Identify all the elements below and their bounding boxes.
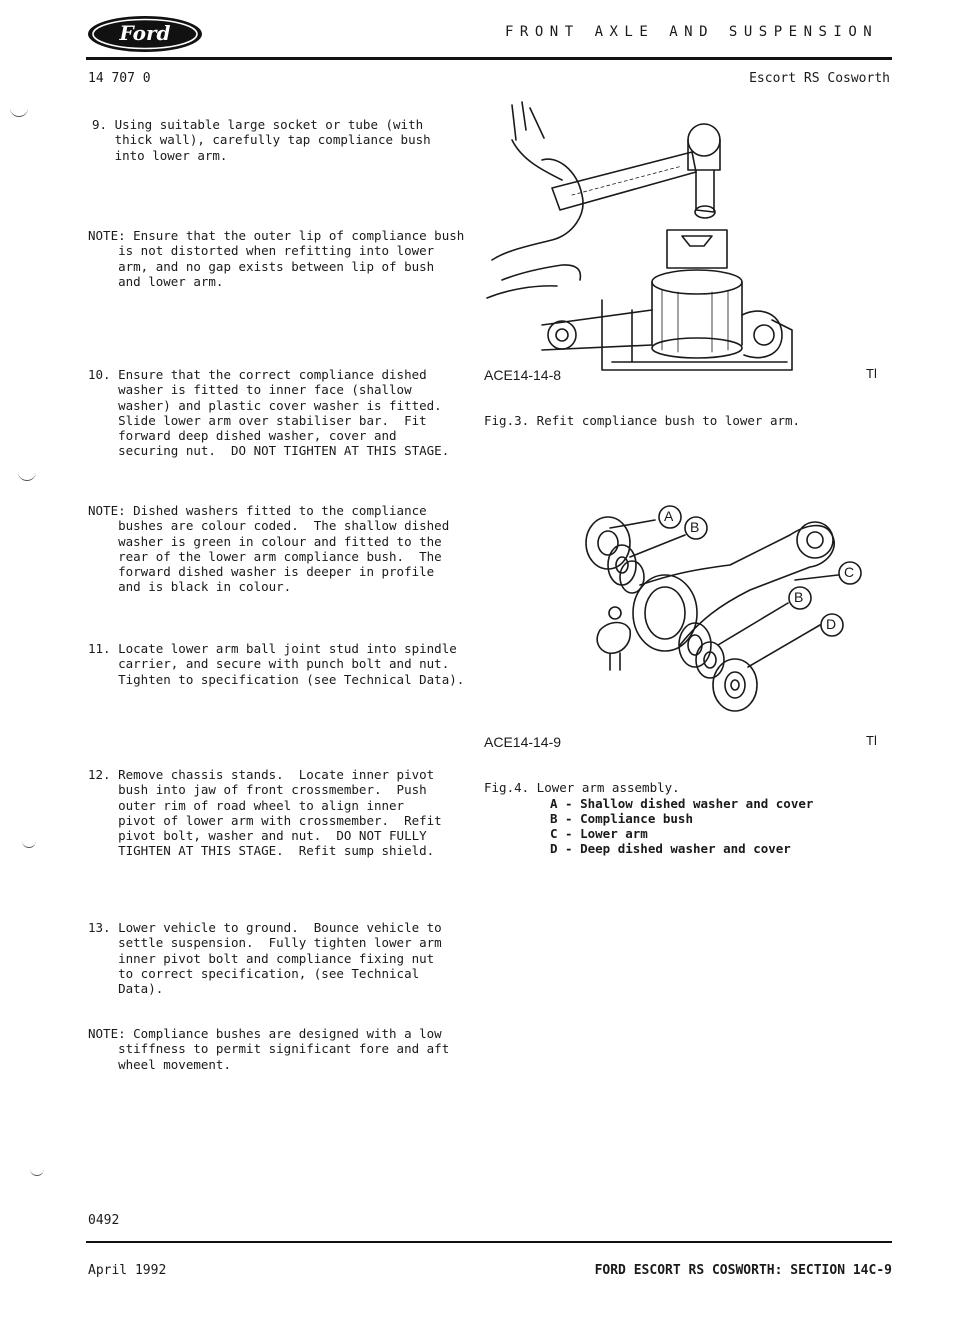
figure-3-ref: ACE14-14-8	[484, 367, 562, 383]
figure-4-legend-b: B - Compliance bush	[550, 811, 693, 826]
figure-3-tag: Tl	[866, 366, 877, 381]
callout-b-2: B	[794, 589, 804, 605]
page-code: 14 707 0	[88, 71, 151, 86]
step-11: 11. Locate lower arm ball joint stud into spindle carrier, and secure with punch bolt and nut. Tighten to specification (see Technical Data).	[88, 641, 465, 687]
figure-3-illustration	[482, 100, 802, 385]
header-rule	[86, 57, 892, 60]
margin-mark	[18, 470, 36, 481]
figure-4-legend-c: C - Lower arm	[550, 826, 648, 841]
figure-4-ref: ACE14-14-9	[484, 734, 562, 750]
figure-3-caption: Fig.3. Refit compliance bush to lower arm.	[484, 413, 801, 428]
hammer-socket-icon	[482, 100, 802, 385]
step-12: 12. Remove chassis stands. Locate inner pivot bush into jaw of front crossmember. Push outer rim of road wheel to align inner pivot of lower arm with crossmember. Refit pivot bolt, washer and nut. DO NOT FULLY TIGHTEN AT THIS STAGE. Refit sump shield.	[88, 767, 442, 859]
figure-4-caption-title: Fig.4. Lower arm assembly.	[484, 780, 680, 795]
footer-rule	[86, 1241, 892, 1243]
callout-c: C	[844, 564, 855, 580]
step-13: 13. Lower vehicle to ground. Bounce vehicle to settle suspension. Fully tighten lower arm inner pivot bolt and compliance fixing nut to correct specification, (see Technical Data).	[88, 920, 442, 997]
step-9: 9. Using suitable large socket or tube (with thick wall), carefully tap compliance bush into lower arm.	[92, 117, 431, 163]
figure-4-illustration	[570, 495, 870, 720]
callout-d: D	[826, 616, 837, 632]
callout-a: A	[664, 508, 674, 524]
footer-date: April 1992	[88, 1263, 167, 1278]
note-1: NOTE: Ensure that the outer lip of compliance bush is not distorted when refitting into lower arm, and no gap exists between lip of bush and lower arm.	[88, 228, 465, 289]
model-name: Escort RS Cosworth	[749, 71, 890, 86]
footer-code: 0492	[88, 1213, 120, 1228]
section-title: FRONT AXLE AND SUSPENSION	[505, 24, 879, 40]
logo-text: Ford	[119, 21, 171, 45]
lower-arm-assembly-icon	[570, 495, 870, 720]
margin-mark	[30, 1165, 44, 1176]
footer-section: FORD ESCORT RS COSWORTH: SECTION 14C-9	[594, 1263, 892, 1278]
margin-mark	[10, 106, 28, 117]
callout-b: B	[690, 519, 700, 535]
margin-mark	[22, 837, 36, 848]
ford-logo	[86, 14, 204, 54]
figure-4-legend-d: D - Deep dished washer and cover	[550, 841, 791, 856]
note-3: NOTE: Compliance bushes are designed with a low stiffness to permit significant fore and aft wheel movement.	[88, 1026, 450, 1072]
note-2: NOTE: Dished washers fitted to the compliance bushes are colour coded. The shallow dished washer is green in colour and fitted to the rear of the lower arm compliance bush. The forward dished washer is deeper in profile and is black in colour.	[88, 503, 450, 595]
figure-4-tag: Tl	[866, 733, 877, 748]
figure-4-legend-a: A - Shallow dished washer and cover	[550, 796, 814, 811]
step-10: 10. Ensure that the correct compliance dished washer is fitted to inner face (shallow washer) and plastic cover washer is fitted. Slide lower arm over stabiliser bar. Fit forward deep dished washer, cover and securing nut. DO NOT TIGHTEN AT THIS STAGE.	[88, 367, 450, 459]
